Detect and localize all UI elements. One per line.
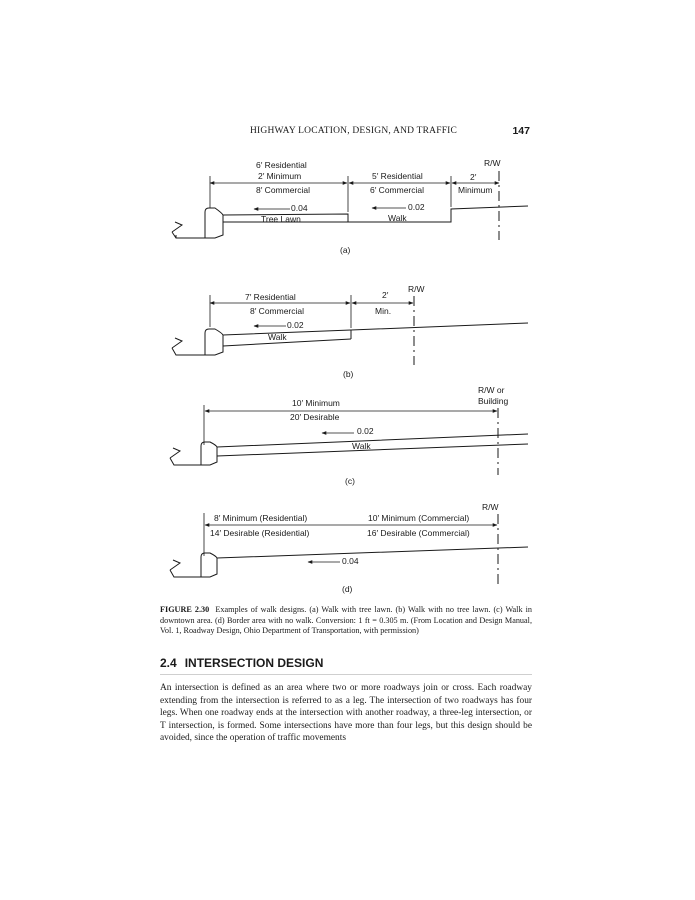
slope-value-1-a: 0.04: [291, 203, 308, 213]
walk-label-a: Walk: [388, 213, 407, 223]
panel-d: [170, 502, 528, 594]
dim-line1-c: 10′ Minimum: [292, 398, 340, 408]
panel-label-d: (d): [342, 584, 353, 594]
body-paragraph: An intersection is defined as an area where two or more roadways join or cross. Each roadway extending from the intersection is referred to as a leg. The intersection of two roadways has four legs. When one roadway ends at the intersection with another roadway, a three-leg intersection, or T intersection, is formed. Some intersections have more than four legs, but this design should be avoided, since the operation of traffic movements: [160, 683, 532, 744]
slope-value-c: 0.02: [357, 426, 374, 436]
dim2-line1-b: 2′: [382, 290, 389, 300]
dim2-line2-a: 6′ Commercial: [370, 185, 425, 195]
dim1-line2-b: 8′ Commercial: [250, 306, 305, 316]
rw-label-b: R/W: [408, 284, 425, 294]
dim2-line1-d: 10′ Minimum (Commercial): [368, 513, 470, 523]
dim2-line2-b: Min.: [375, 306, 392, 316]
dim1-line2-d: 14′ Desirable (Residential): [210, 528, 310, 538]
panel-label-c: (c): [345, 476, 355, 486]
figure-caption: [160, 605, 532, 637]
rw-label-line2-c: Building: [478, 396, 509, 406]
dim2-line2-d: 16′ Desirable (Commercial): [367, 528, 470, 538]
dim1-line2-a: 2′ Minimum: [258, 171, 302, 181]
dim1-line1-a: 6′ Residential: [256, 160, 307, 170]
dim3-line2-a: Minimum: [458, 185, 493, 195]
panel-b: [172, 284, 528, 379]
rw-label-a: R/W: [484, 158, 501, 168]
figure-label: FIGURE 2.30: [160, 605, 210, 614]
panel-label-a: (a): [340, 245, 351, 255]
caption-text: Examples of walk designs. (a) Walk with tree lawn. (b) Walk with no tree lawn. (c) Walk in downtown area. (d) Border area with no walk. Conversion: 1 ft = 0.305 m. (From Location and Design Manual, Vol. 1, Roadway Design, Ohio Department of Transportation, with permission): [160, 605, 532, 635]
rw-label-line1-c: R/W or: [478, 385, 505, 395]
dim1-line1-d: 8′ Minimum (Residential): [214, 513, 308, 523]
panel-label-b: (b): [343, 369, 354, 379]
cross-section-a: [172, 206, 528, 238]
section-heading: [160, 656, 532, 675]
tree-lawn-label-a: Tree Lawn: [261, 214, 301, 224]
cross-section-c: [170, 434, 528, 465]
page-number: 147: [512, 125, 530, 137]
dimension-lines-c: [204, 405, 497, 445]
dim1-line3-a: 8′ Commercial: [256, 185, 311, 195]
dim3-line1-a: 2′: [470, 172, 477, 182]
dim-line2-c: 20′ Desirable: [290, 412, 340, 422]
cross-section-b: [172, 323, 528, 355]
slope-value-2-a: 0.02: [408, 202, 425, 212]
running-title: HIGHWAY LOCATION, DESIGN, AND TRAFFIC: [250, 126, 458, 136]
slope-value-b: 0.02: [287, 320, 304, 330]
section-number: 2.4: [160, 656, 177, 670]
walk-label-b: Walk: [268, 332, 287, 342]
slope-value-d: 0.04: [342, 556, 359, 566]
dim1-line1-b: 7′ Residential: [245, 292, 296, 302]
panel-c: [170, 385, 528, 486]
dim2-line1-a: 5′ Residential: [372, 171, 423, 181]
rw-label-d: R/W: [482, 502, 499, 512]
dimension-lines-a: [210, 176, 499, 212]
panel-a: [172, 158, 528, 255]
section-title: INTERSECTION DESIGN: [184, 656, 324, 670]
walk-label-c: Walk: [352, 441, 371, 451]
